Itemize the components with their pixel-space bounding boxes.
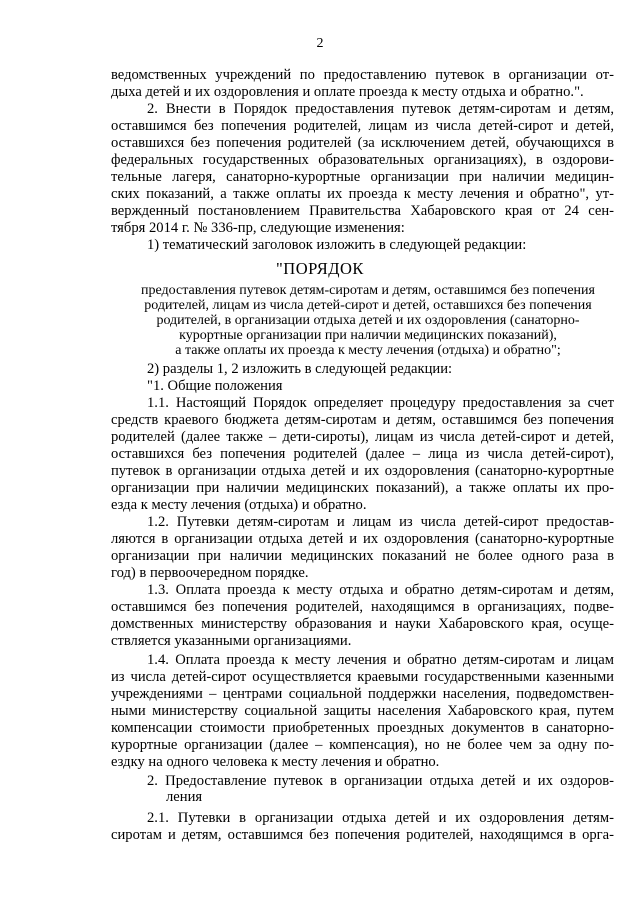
text-line: средств краевого бюджета детям-сиротам и детям, оставшимся без попечения bbox=[111, 412, 614, 428]
text-line: ствляется указанными организациями. bbox=[111, 633, 352, 649]
text-line: ских показаний, а также оплаты их проезда к месту лечения и обратно", ут- bbox=[111, 186, 614, 202]
text-line: год) в первоочередном порядке. bbox=[111, 565, 309, 581]
text-line: 2. Предоставление путевок в организации отдыха детей и их оздоров- bbox=[147, 773, 614, 789]
text-line: 1.1. Настоящий Порядок определяет процедуру предоставления за счет bbox=[147, 395, 614, 411]
subtitle-line: а также оплаты их проезда к месту лечения (отдыха) и обратно"; bbox=[175, 343, 561, 358]
text-line: оставшихся без попечения родителей (за исключением детей, обучающихся в bbox=[111, 135, 614, 151]
text-line: ездку на одного человека к месту лечения и обратно. bbox=[111, 754, 440, 770]
subtitle-line: родителей, в организации отдыха детей и их оздоровления (санаторно- bbox=[156, 313, 580, 328]
text-line: тября 2014 г. № 336-пр, следующие изменения: bbox=[111, 220, 405, 236]
text-line: 1.2. Путевки детям-сиротам и лицам из числа детей-сирот предостав- bbox=[147, 514, 614, 530]
text-line: 1) тематический заголовок изложить в следующей редакции: bbox=[147, 237, 527, 253]
text-line: путевок в организации отдыха детей и их оздоровления (санаторно-курортные bbox=[111, 463, 614, 479]
subtitle-line: родителей, лицам из числа детей-сирот и детей, оставшихся без попечения bbox=[144, 298, 592, 313]
text-line: 2) разделы 1, 2 изложить в следующей редакции: bbox=[147, 361, 453, 377]
text-line: курортные организации (далее – компенсация), но не более чем за одну по- bbox=[111, 737, 614, 753]
text-line: ляются в организации отдыха детей и их оздоровления (санаторно-курортные bbox=[111, 531, 614, 547]
text-line: федеральных государственных образовательных организациях), в оздорови- bbox=[111, 152, 614, 168]
text-line: учреждениями – центрами социальной поддержки населения, подведомствен- bbox=[111, 686, 614, 702]
text-line: 1.4. Оплата проезда к месту лечения и обратно детям-сиротам и лицам bbox=[147, 652, 614, 668]
text-line: 2.1. Путевки в организации отдыха детей и их оздоровления детям- bbox=[147, 810, 614, 826]
text-line: родителей (далее также – дети-сироты), лицам из числа детей-сирот и детей, bbox=[111, 429, 614, 445]
text-line: организации при наличии медицинских показаний), а также оплаты их про- bbox=[111, 480, 614, 496]
text-line: ными министерству социальной защиты населения Хабаровского края, путем bbox=[111, 703, 614, 719]
text-line: оставшимся без попечения родителей, лицам из числа детей-сирот и детей, bbox=[111, 118, 614, 134]
text-line: 2. Внести в Порядок предоставления путевок детям-сиротам и детям, bbox=[147, 101, 614, 117]
page-number: 2 bbox=[316, 36, 324, 51]
text-line: тельные лагеря, санаторно-курортные организации при наличии медицин- bbox=[111, 169, 614, 185]
text-line: организации при наличии медицинских показаний не более одного раза в bbox=[111, 548, 614, 564]
section-title: "ПОРЯДОК bbox=[276, 259, 364, 278]
text-line: домственных министерству образования и науки Хабаровского края, осуще- bbox=[111, 616, 614, 632]
text-line: сиротам и детям, оставшимся без попечения родителей, находящимся в орга- bbox=[111, 827, 614, 843]
text-line: ления bbox=[166, 789, 203, 805]
text-line: оставшимся без попечения родителей, находящимся в организациях, подве- bbox=[111, 599, 614, 615]
text-line: дыха детей и их оздоровления и оплате проезда к месту отдыха и обратно.". bbox=[111, 84, 584, 100]
text-line: ведомственных учреждений по предоставлению путевок в организации от- bbox=[111, 67, 614, 83]
text-line: оставшихся без попечения родителей (далее – лица из числа детей-сирот), bbox=[111, 446, 614, 462]
subtitle-line: курортные организации при наличии медицинских показаний), bbox=[179, 328, 557, 343]
text-line: из числа детей-сирот осуществляется краевыми государственными казенными bbox=[111, 669, 614, 685]
text-line: компенсации стоимости приобретенных проездных документов в санаторно- bbox=[111, 720, 614, 736]
text-line: "1. Общие положения bbox=[147, 378, 283, 394]
text-line: езда к месту лечения (отдыха) и обратно. bbox=[111, 497, 367, 513]
text-line: 1.3. Оплата проезда к месту отдыха и обратно детям-сиротам и детям, bbox=[147, 582, 614, 598]
subtitle-line: предоставления путевок детям-сиротам и детям, оставшимся без попечения bbox=[141, 283, 595, 298]
text-line: вержденный постановлением Правительства Хабаровского края от 24 сен- bbox=[111, 203, 614, 219]
